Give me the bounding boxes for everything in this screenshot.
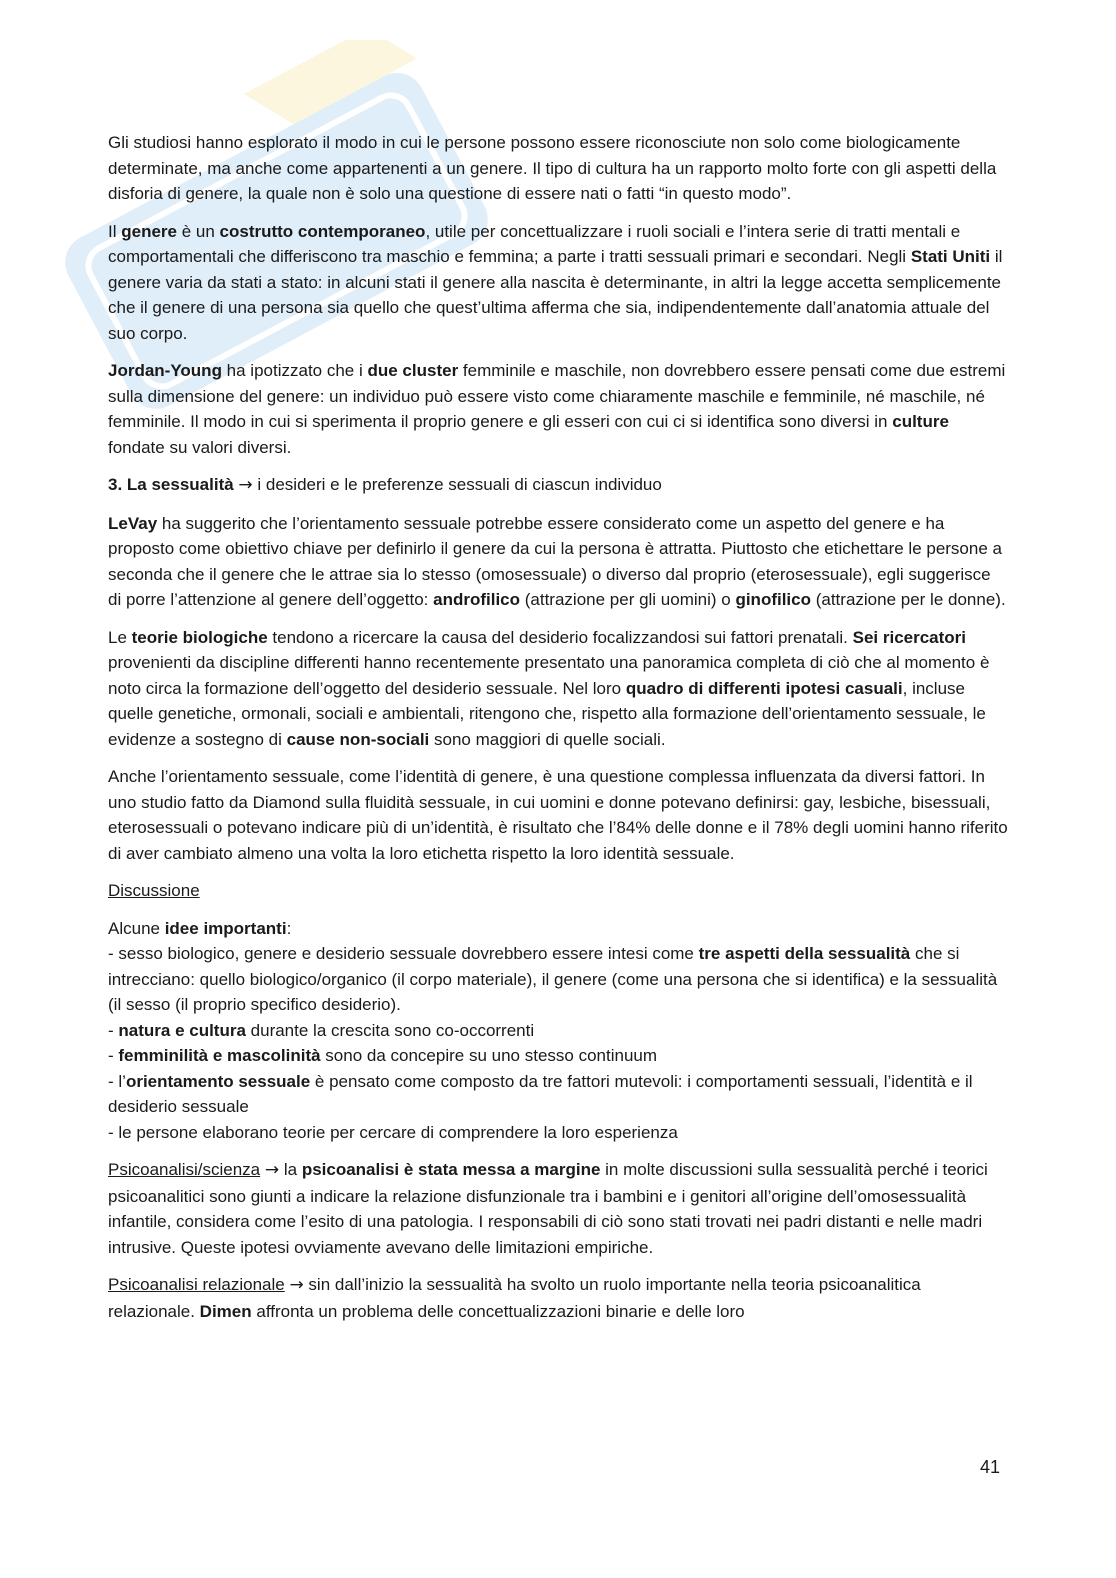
paragraph-diamond: Anche l’orientamento sessuale, come l’identità di genere, è una questione complessa influenzata da diversi fattori. In uno studio fatto da Diamond sulla fluidità sessuale, in cui uomini e donne potevano definirsi: gay, lesbiche, bisessuali, eterosessuali o potevano indicare più di un’identità, è risultato che l’84% delle donne e il 78% degli uomini hanno riferito di aver cambiato almeno una volta la loro etichetta rispetto la loro identità sessuale. [108,767,1008,863]
bold-term: orientamento sessuale [125,1071,311,1091]
bold-term: tre aspetti della sessualità [698,944,911,963]
list-intro [108,916,1008,942]
bold-term: costrutto contemporaneo [219,221,426,241]
text: sin dall’inizio la sessualità ha svolto un ruolo importante nella teoria psicoanalitica relazionale. [108,1275,921,1321]
bold-term: Jordan-Young [108,361,222,380]
bold-term: Stati Uniti [910,247,991,266]
text: ha suggerito che l’orientamento sessuale potrebbe essere considerato come un aspetto del genere e ha proposto come obiettivo chiave per definirlo il genere da cui la persona è attratta. Piuttosto che etichettare le persone a seconda che il genere che le attrae sia lo stesso (omosessuale) o diverso dal proprio (eterosessuale), egli suggerisce di porre l’attenzione al genere dell’oggetto: [108,513,1002,609]
text: (attrazione per gli uomini) o [520,590,736,609]
paragraph-genere [108,219,1008,347]
text: fondate su valori diversi. [108,437,292,457]
text: - l’ [108,1071,126,1091]
bold-term: androfilico [433,590,521,609]
text: è pensato come composto da tre fattori mutevoli: i comportamenti sessuali, l’identità e il desiderio sessuale [108,1071,973,1116]
bold-term: teorie biologiche [131,627,268,647]
text: Il [108,221,122,241]
watermark-tag-shape [244,40,418,138]
underlined-heading: Psicoanalisi relazionale [108,1275,285,1294]
bold-term: due cluster [367,361,459,380]
text: i desideri e le preferenze sessuali di ciascun individuo [252,475,662,494]
text: - sesso biologico, genere e desiderio sessuale dovrebbero essere intesi come [108,944,699,963]
text: provenienti da discipline differenti hanno recentemente presentato una panoramica completa di ciò che al momento è noto circa la formazione dell’oggetto del desiderio sessuale. Nel loro [108,653,990,698]
text: è un [176,221,220,241]
paragraph-levay [108,511,1008,613]
arrow-right-icon: → [264,1160,280,1180]
paragraph-teorie-biologiche [108,625,1008,753]
text: la [279,1160,302,1179]
bold-term: Sei ricercatori [852,627,967,647]
text: ha ipotizzato che i [221,361,368,380]
subheading-discussione [108,878,1008,904]
bold-term: femminilità e mascolinità [118,1046,321,1065]
text: (attrazione per le donne). [811,590,1006,609]
paragraph-jordan-young [108,358,1008,460]
bold-term: ginofilico [735,590,811,609]
section-heading-sessualita [108,472,1008,499]
text: - [108,1046,119,1065]
bold-term: cause non-sociali [286,729,430,749]
list-item: - le persone elaborano teorie per cercare di comprendere la loro esperienza [108,1122,678,1142]
bold-term: genere [121,221,177,241]
text: sono da concepire su uno stesso continuum [320,1046,658,1065]
text: sono maggiori di quelle sociali. [429,729,666,749]
bold-term: Dimen [199,1301,252,1321]
bold-term: natura e cultura [118,1020,246,1040]
list-item [108,1043,1008,1069]
bold-term: LeVay [108,513,158,533]
list-item [108,1069,1008,1120]
text: in molte discussioni sulla sessualità perché i teorici psicoanalitici sono giunti a indicare la relazione disfunzionale tra i bambini e i genitori all’origine dell’omosessualità infantile, considera come l’esito di una patologia. I responsabili di ciò sono stati trovati nei padri distanti e nelle madri intrusive. Queste ipotesi ovviamente avevano delle limitazioni empiriche. [108,1160,988,1257]
page-number: 41 [980,1457,1001,1477]
text: che si intrecciano: quello biologico/organico (il corpo materiale), il genere (come una persona che si identifica) e la sessualità (il sesso (il proprio specifico desiderio). [108,944,998,1014]
text: durante la crescita sono co-occorrenti [245,1020,535,1040]
text: affronta un problema delle concettualizzazioni binarie e delle loro [251,1301,745,1321]
text: femminile e maschile, non dovrebbero essere pensati come due estremi sulla dimensione del genere: un individuo può essere visto come chiaramente maschile e femminile, né maschile, né femminile. Il modo in cui si sperimenta il proprio genere e gli esseri con cui ci si identifica sono diversi in [108,361,1006,431]
text: , utile per concettualizzare i ruoli sociali e l’intera serie di tratti mentali e comportamentali che differiscono tra maschio e femmina; a parte i tratti sessuali primari e secondari. Negli [108,221,961,266]
text: - [108,1020,119,1040]
text: Le [108,627,132,647]
document-body [108,130,1008,1336]
list-item [108,941,1008,1018]
arrow-right-icon: → [238,475,253,495]
bold-term: psicoanalisi è stata messa a margine [301,1160,601,1179]
paragraph-intro: Gli studiosi hanno esplorato il modo in cui le persone possono essere riconosciute non solo come biologicamente determinate, ma anche come appartenenti a un genere. Il tipo di cultura ha un rapporto molto forte con gli aspetti della disforia di genere, la quale non è solo una questione di essere nati o fatti “in questo modo”. [108,133,997,203]
text: : [286,918,292,938]
paragraph-psicoanalisi-relazionale [108,1272,1008,1324]
paragraph-psicoanalisi-scienza [108,1157,1008,1260]
bold-term: idee importanti [164,918,287,938]
underlined-heading: Psicoanalisi/scienza [108,1160,261,1179]
paragraph-idee-importanti [108,916,1008,1146]
list-item [108,1018,1008,1044]
text: tendono a ricercare la causa del desiderio focalizzandosi sui fattori prenatali. [267,627,853,647]
bold-term: culture [892,412,949,431]
text: , incluse quelle genetiche, ormonali, sociali e ambientali, ritengono che, rispetto alla formazione dell’orientamento sessuale, le evidenze a sostegno di [108,678,986,749]
text: Alcune [108,918,165,938]
section-title: 3. La sessualità [108,475,234,494]
bold-term: quadro di differenti ipotesi casuali [625,678,903,698]
underlined-heading: Discussione [108,881,200,900]
arrow-right-icon: → [289,1275,304,1295]
text: il genere varia da stati a stato: in alcuni stati il genere alla nascita è determinante, in altri la legge accetta semplicemente che il genere di una persona sia quello che quest’ultima afferma che sia, indipendentemente dall’anatomia attuale del suo corpo. [108,247,1003,343]
